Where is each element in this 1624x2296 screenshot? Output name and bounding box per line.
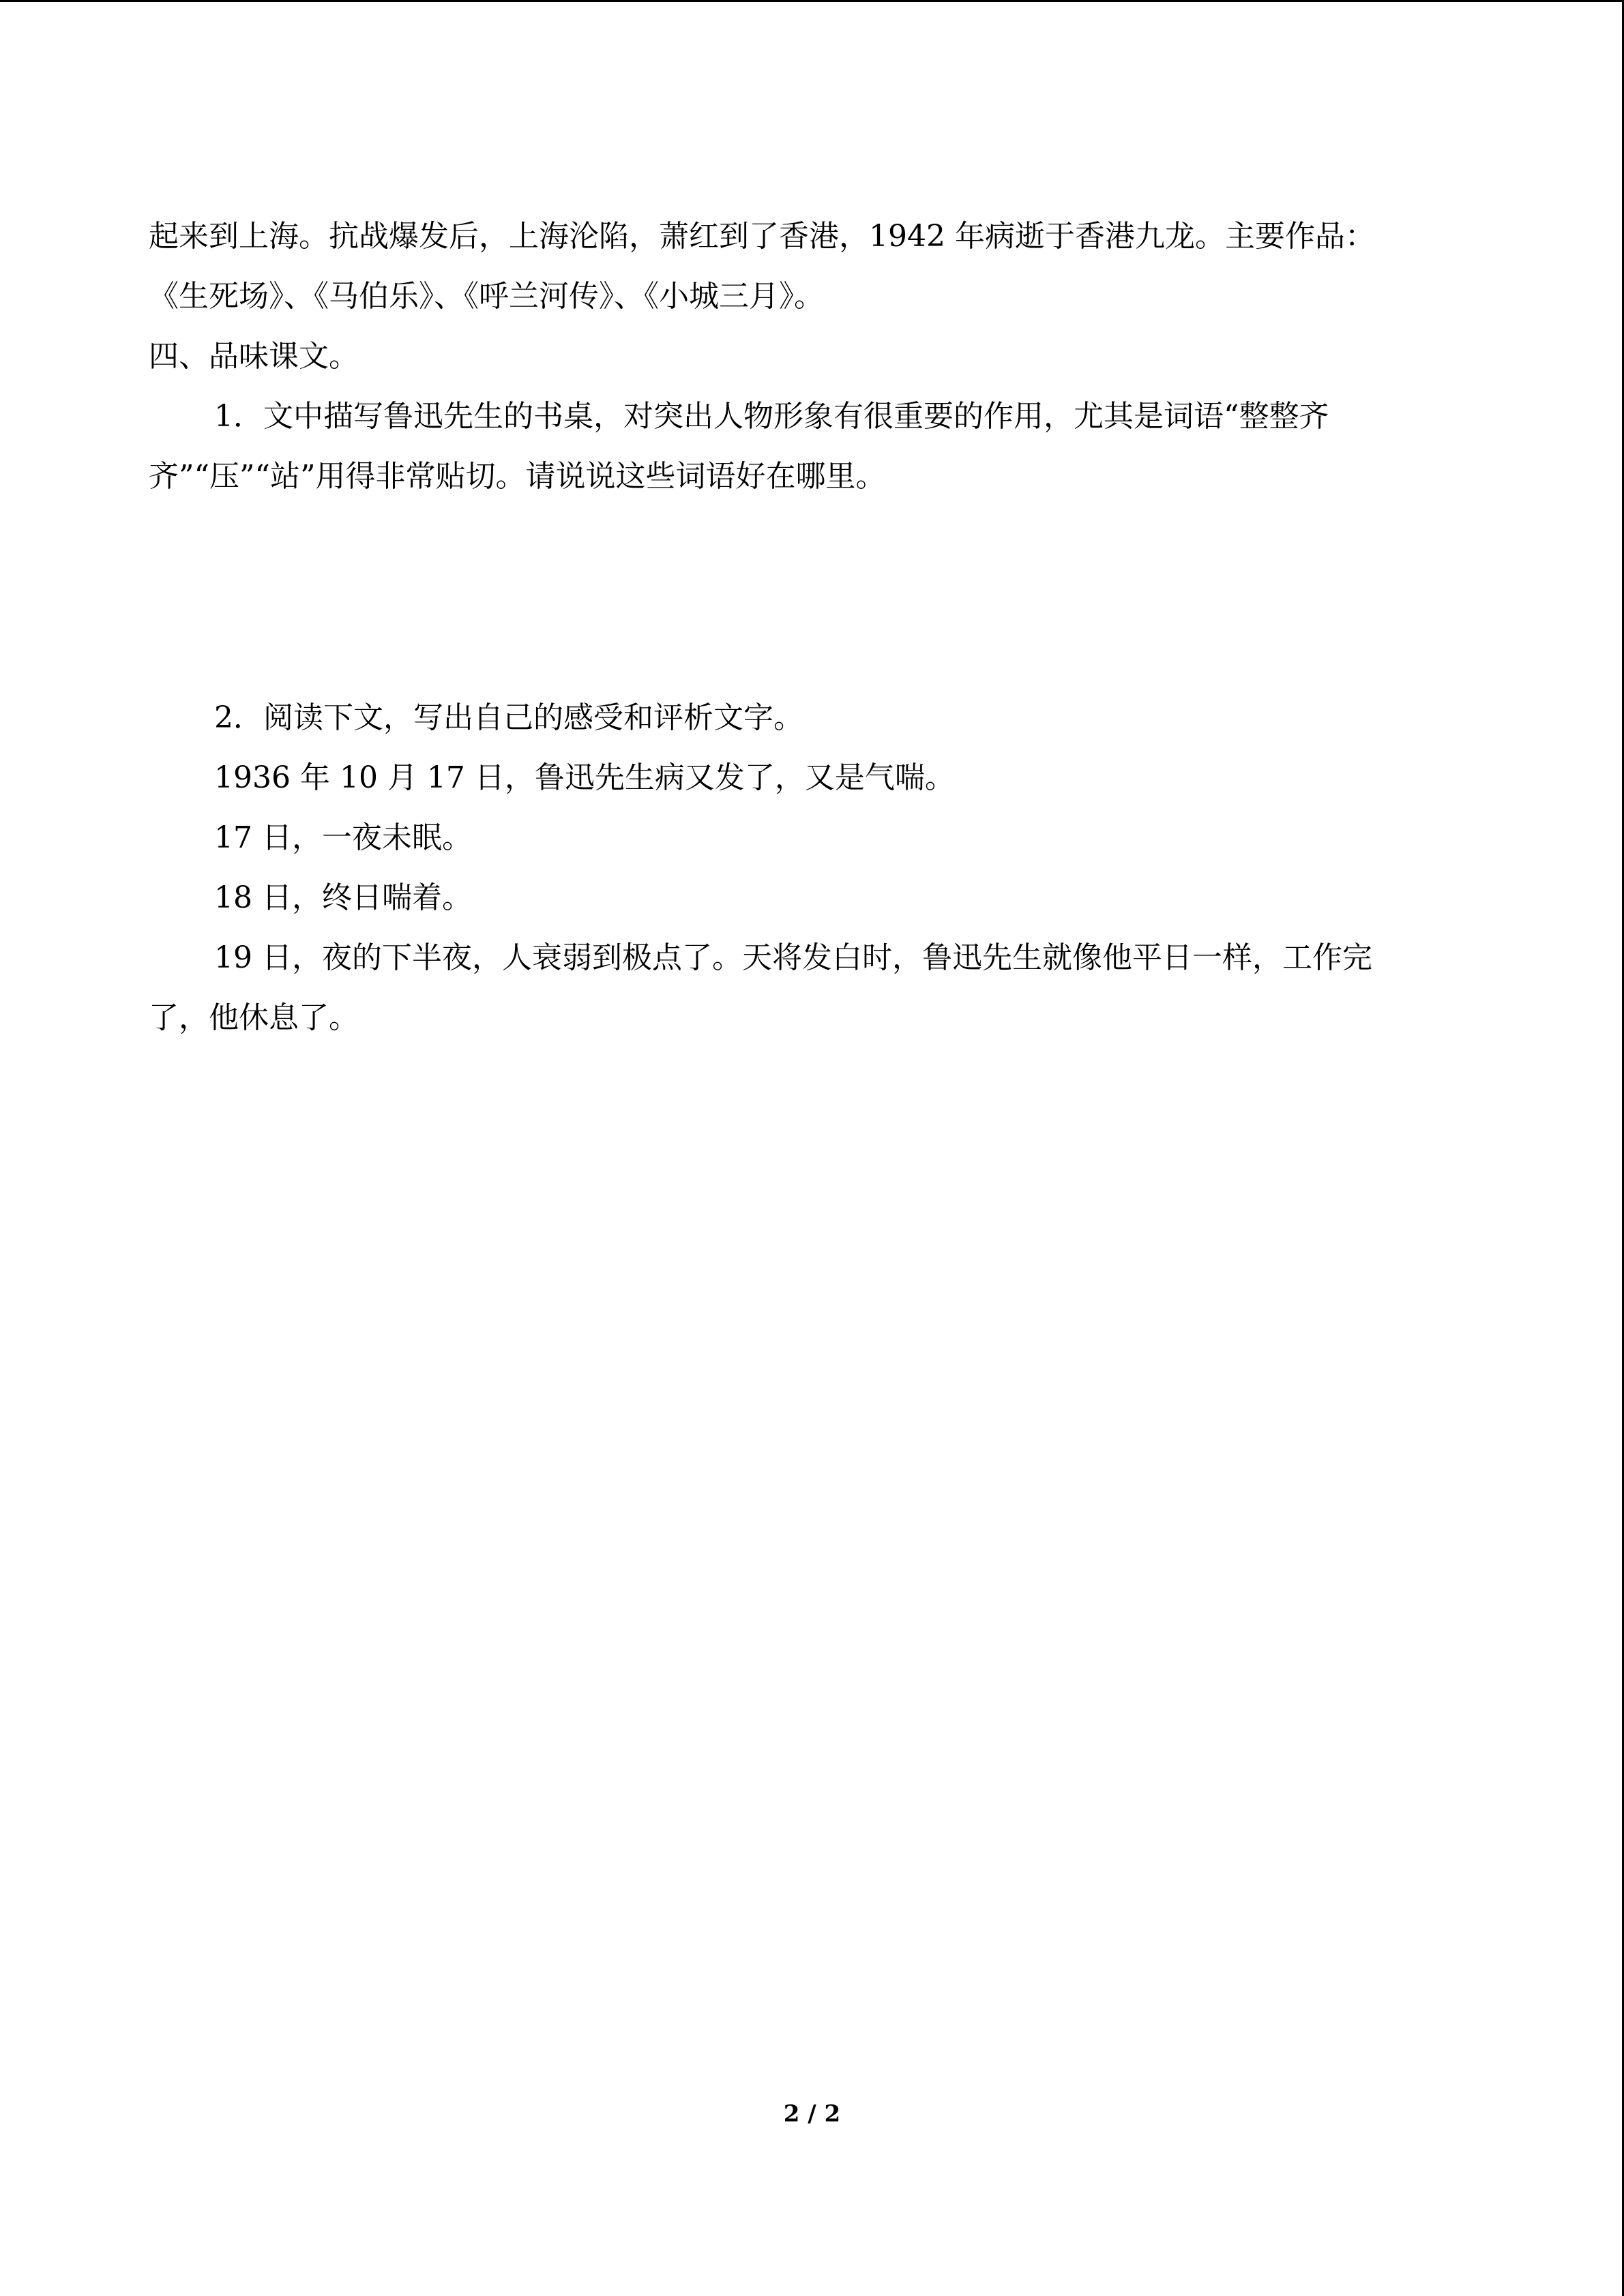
question-2-prompt: 2．阅读下文，写出自己的感受和评析文字。 (214, 700, 803, 735)
section-heading: 四、品味课文。 (149, 339, 359, 374)
page-number: 2 / 2 (783, 2100, 841, 2128)
passage-line-2: 17 日，一夜未眠。 (214, 820, 472, 855)
passage-line-1: 1936 年 10 月 17 日，鲁迅先生病又发了，又是气喘。 (214, 760, 955, 795)
question-1-line-1: 1．文中描写鲁迅先生的书桌，对突出人物形象有很重要的作用，尤其是词语“整整齐 (214, 399, 1329, 434)
passage-line-4a: 19 日，夜的下半夜，人衰弱到极点了。天将发白时，鲁迅先生就像他平日一样，工作完 (214, 940, 1372, 975)
passage-line-4b: 了，他休息了。 (149, 1000, 359, 1035)
paragraph-biography-line-2: 《生死场》、《马伯乐》、《呼兰河传》、《小城三月》。 (149, 279, 824, 314)
paragraph-biography-line-1: 起来到上海。抗战爆发后，上海沦陷，萧红到了香港，1942 年病逝于香港九龙。主要作品： (149, 219, 1375, 254)
question-1-line-2: 齐”“压”“站”用得非常贴切。请说说这些词语好在哪里。 (149, 459, 886, 494)
passage-line-3: 18 日，终日喘着。 (214, 880, 472, 915)
